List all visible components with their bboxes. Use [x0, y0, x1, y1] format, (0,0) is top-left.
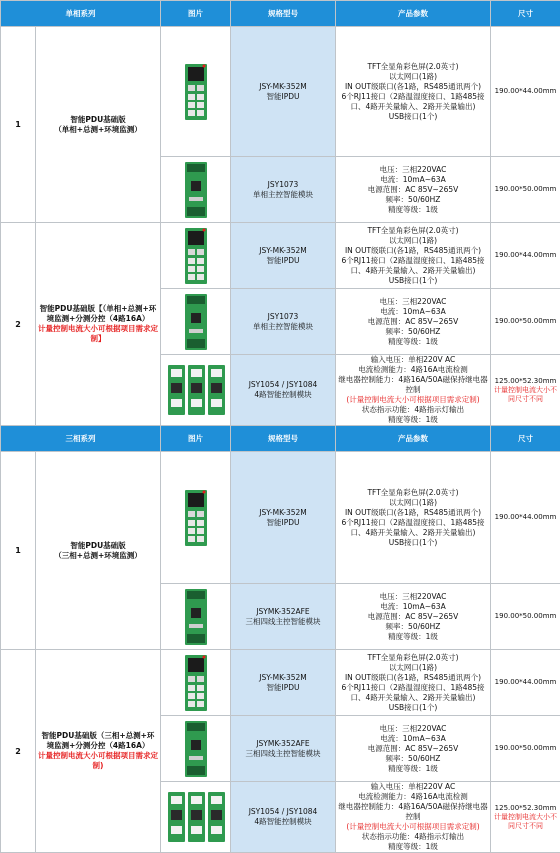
group-number: 1	[1, 27, 36, 223]
product-model-line: 智能IPDU	[231, 518, 335, 528]
product-size	[491, 716, 560, 782]
product-image	[161, 223, 231, 289]
product-params-line: IN OUT级联口(各1路，RS485通讯两个)	[337, 246, 489, 256]
pcb-main-module-icon	[183, 720, 209, 778]
product-params-line: 6个RJ11接口（2路温湿度接口、1路485接口、4路开关量输入、2路开关量输出)	[337, 518, 489, 538]
product-model-line: 单相主控智能模块	[231, 322, 335, 332]
pcb-ipdu-board-icon	[183, 654, 209, 712]
product-model-line: 单相主控智能模块	[231, 190, 335, 200]
product-params-line: 电源范围：AC 85V~265V	[337, 317, 489, 327]
product-params-line: 频率：50/60HZ	[337, 327, 489, 337]
product-image	[161, 355, 231, 426]
table-row	[1, 452, 560, 584]
size-header: 尺寸	[491, 1, 560, 27]
product-params-line: 电流：10mA~63A	[337, 734, 489, 744]
product-params	[336, 289, 491, 355]
group-number: 1	[1, 452, 36, 650]
product-size	[491, 452, 560, 584]
product-size-line: 190.00*50.00mm	[491, 317, 560, 326]
product-params-line: 精度等级：1级	[337, 337, 489, 347]
group-name-line: 智能PDU基础版	[38, 115, 158, 125]
product-model-line: 智能IPDU	[231, 92, 335, 102]
product-image	[161, 716, 231, 782]
product-params-line: 电压：三相220VAC	[337, 724, 489, 734]
product-size	[491, 782, 560, 853]
product-params	[336, 452, 491, 584]
pcb-ipdu-board-icon	[183, 227, 209, 285]
product-model-line: JSY-MK-352M	[231, 673, 335, 683]
product-model-line: JSYMK-352AFE	[231, 607, 335, 617]
product-params-line: 以太网口(1路)	[337, 663, 489, 673]
product-params-line: 输入电压：单相220V AC	[337, 782, 489, 792]
table-row	[1, 650, 560, 716]
product-model	[231, 650, 336, 716]
group-name-line: 智能PDU基础版	[38, 541, 158, 551]
series-header: 三相系列	[1, 426, 161, 452]
product-model-line: JSY-MK-352M	[231, 246, 335, 256]
product-model	[231, 223, 336, 289]
product-params-line: TFT全显角彩色屏(2.0英寸)	[337, 62, 489, 72]
product-size-line: 125.00*52.30mm	[491, 804, 560, 813]
table-row	[1, 223, 560, 289]
product-params-line: 输入电压：单相220V AC	[337, 355, 489, 365]
product-params-line: USB接口(1个)	[337, 538, 489, 548]
product-params-line: 频率：50/60HZ	[337, 622, 489, 632]
product-model-line: JSY1073	[231, 180, 335, 190]
pcb-relay-module-icon	[166, 790, 226, 844]
product-model	[231, 289, 336, 355]
product-params-line: 6个RJ11接口（2路温湿度接口、1路485接口、4路开关量输入、2路开关量输出)	[337, 683, 489, 703]
pcb-main-module-icon	[183, 293, 209, 351]
product-model	[231, 716, 336, 782]
product-image	[161, 584, 231, 650]
product-params-line: 电源范围：AC 85V~265V	[337, 744, 489, 754]
product-params-line: 电压：三相220VAC	[337, 165, 489, 175]
product-image	[161, 157, 231, 223]
product-params-line: 电流：10mA~63A	[337, 307, 489, 317]
product-model	[231, 27, 336, 157]
product-size	[491, 157, 560, 223]
product-image	[161, 452, 231, 584]
group-name-red-line: 计量控制电流大小可根据项目需求定制)	[38, 751, 158, 771]
size-header: 尺寸	[491, 426, 560, 452]
product-size	[491, 27, 560, 157]
product-params-line: 状态指示功能：4路指示灯输出	[337, 405, 489, 415]
product-size-line: 190.00*44.00mm	[491, 678, 560, 687]
product-params-line: 6个RJ11接口（2路温湿度接口、1路485接口、4路开关量输入、2路开关量输出)	[337, 256, 489, 276]
product-image	[161, 27, 231, 157]
product-size	[491, 289, 560, 355]
product-model-line: 智能IPDU	[231, 683, 335, 693]
group-name	[36, 27, 161, 223]
product-image	[161, 650, 231, 716]
pcb-ipdu-board-icon	[183, 63, 209, 121]
product-size-line: 190.00*50.00mm	[491, 744, 560, 753]
group-name-red-line: 计量控制电流大小可根据项目需求定制】	[38, 324, 158, 344]
product-params-line: 电流检测能力：4路16A电流检测	[337, 792, 489, 802]
product-params-line: 精度等级：1级	[337, 632, 489, 642]
group-name-line: 智能PDU基础版（三相+总测+环境监测+分测分控（4路16A）	[38, 731, 158, 751]
product-model-line: 4路智能控制模块	[231, 390, 335, 400]
table-row	[1, 27, 560, 157]
product-params-line: IN OUT级联口(各1路，RS485通讯两个)	[337, 673, 489, 683]
product-params-line: 6个RJ11接口（2路温湿度接口、1路485接口、4路开关量输入、2路开关量输出)	[337, 92, 489, 112]
product-params-line: 电源范围：AC 85V~265V	[337, 612, 489, 622]
product-size	[491, 223, 560, 289]
product-params	[336, 650, 491, 716]
table-header-row	[1, 1, 560, 27]
product-params	[336, 355, 491, 426]
product-size-red-line: 计量控制电流大小不同尺寸不同	[491, 386, 560, 404]
product-size-red-line: 计量控制电流大小不同尺寸不同	[491, 813, 560, 831]
product-params-line: 电流：10mA~63A	[337, 175, 489, 185]
product-params-line: 精度等级：1级	[337, 415, 489, 425]
product-size-line: 190.00*44.00mm	[491, 513, 560, 522]
pcb-main-module-icon	[183, 161, 209, 219]
product-params	[336, 716, 491, 782]
product-size	[491, 355, 560, 426]
product-model-line: JSY1054 / JSY1084	[231, 380, 335, 390]
group-number: 2	[1, 223, 36, 426]
product-model-line: JSY1073	[231, 312, 335, 322]
product-params-line: USB接口(1个)	[337, 703, 489, 713]
params-header: 产品参数	[336, 1, 491, 27]
product-params-line: 频率：50/60HZ	[337, 195, 489, 205]
model-header: 规格型号	[231, 426, 336, 452]
product-image	[161, 289, 231, 355]
product-size	[491, 584, 560, 650]
group-number: 2	[1, 650, 36, 853]
product-params	[336, 157, 491, 223]
product-params-line: 频率：50/60HZ	[337, 754, 489, 764]
product-model-line: 4路智能控制模块	[231, 817, 335, 827]
product-size-line: 190.00*50.00mm	[491, 185, 560, 194]
pcb-main-module-icon	[183, 588, 209, 646]
product-params-line: 继电器控制能力：4路16A/50A磁保持继电器控制	[337, 802, 489, 822]
product-size	[491, 650, 560, 716]
product-params-line: 电压：三相220VAC	[337, 297, 489, 307]
group-name-line: （三相+总测+环境监测）	[38, 551, 158, 561]
product-params-line: 以太网口(1路)	[337, 498, 489, 508]
product-params-line: 以太网口(1路)	[337, 236, 489, 246]
product-size-line: 190.00*44.00mm	[491, 87, 560, 96]
product-model-line: 智能IPDU	[231, 256, 335, 266]
product-params-line: 以太网口(1路)	[337, 72, 489, 82]
product-params-line: 精度等级：1级	[337, 842, 489, 852]
product-model-line: JSY-MK-352M	[231, 82, 335, 92]
product-size-line: 125.00*52.30mm	[491, 377, 560, 386]
group-name	[36, 650, 161, 853]
product-params-line: 精度等级：1级	[337, 764, 489, 774]
product-params-red-line: (计量控制电流大小可根据项目需求定制)	[337, 822, 489, 832]
series-header: 单相系列	[1, 1, 161, 27]
product-params-line: TFT全显角彩色屏(2.0英寸)	[337, 226, 489, 236]
product-model-line: JSYMK-352AFE	[231, 739, 335, 749]
pcb-ipdu-board-icon	[183, 489, 209, 547]
product-params-line: 电流：10mA~63A	[337, 602, 489, 612]
product-model	[231, 584, 336, 650]
product-size-line: 190.00*44.00mm	[491, 251, 560, 260]
product-model-line: 三相四线主控智能模块	[231, 749, 335, 759]
group-name	[36, 223, 161, 426]
product-params	[336, 584, 491, 650]
product-params-line: 状态指示功能：4路指示灯输出	[337, 832, 489, 842]
product-model-line: JSY1054 / JSY1084	[231, 807, 335, 817]
group-name	[36, 452, 161, 650]
product-params-line: TFT全显角彩色屏(2.0英寸)	[337, 488, 489, 498]
product-params-line: 电源范围：AC 85V~265V	[337, 185, 489, 195]
product-model	[231, 782, 336, 853]
model-header: 规格型号	[231, 1, 336, 27]
product-params-line: IN OUT级联口(各1路，RS485通讯两个)	[337, 508, 489, 518]
product-params-red-line: (计量控制电流大小可根据项目需求定制)	[337, 395, 489, 405]
product-params-line: TFT全显角彩色屏(2.0英寸)	[337, 653, 489, 663]
product-size-line: 190.00*50.00mm	[491, 612, 560, 621]
product-model	[231, 355, 336, 426]
product-params	[336, 223, 491, 289]
product-model-line: 三相四线主控智能模块	[231, 617, 335, 627]
product-params-line: 精度等级：1级	[337, 205, 489, 215]
product-params-line: 电流检测能力：4路16A电流检测	[337, 365, 489, 375]
product-params	[336, 27, 491, 157]
image-header: 图片	[161, 426, 231, 452]
group-name-line: （单相+总测+环境监测）	[38, 125, 158, 135]
params-header: 产品参数	[336, 426, 491, 452]
product-params-line: 继电器控制能力：4路16A/50A磁保持继电器控制	[337, 375, 489, 395]
product-params-line: USB接口(1个)	[337, 276, 489, 286]
product-model	[231, 452, 336, 584]
product-image	[161, 782, 231, 853]
table-header-row	[1, 426, 560, 452]
product-params-line: 电压：三相220VAC	[337, 592, 489, 602]
product-params	[336, 782, 491, 853]
product-model-line: JSY-MK-352M	[231, 508, 335, 518]
group-name-line: 智能PDU基础版【（单相+总测+环境监测+分测分控（4路16A）	[38, 304, 158, 324]
product-params-line: USB接口(1个)	[337, 112, 489, 122]
product-model	[231, 157, 336, 223]
image-header: 图片	[161, 1, 231, 27]
product-params-line: IN OUT级联口(各1路，RS485通讯两个)	[337, 82, 489, 92]
pcb-relay-module-icon	[166, 363, 226, 417]
